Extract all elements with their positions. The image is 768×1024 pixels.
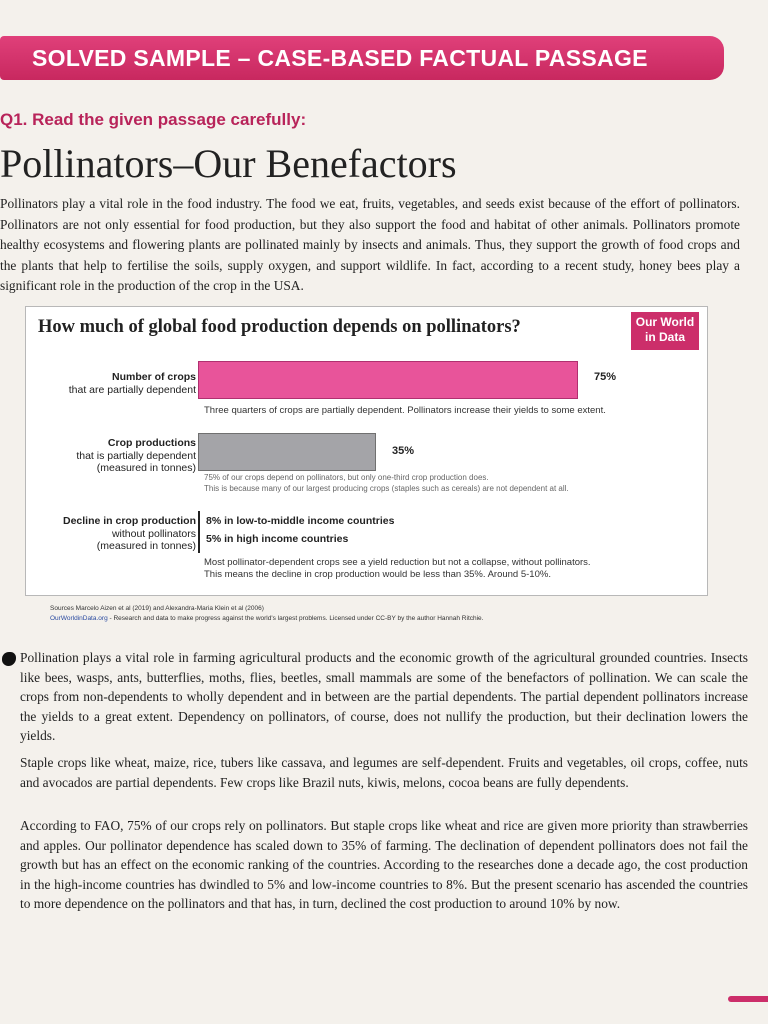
bar-production: [198, 433, 376, 471]
bullet-icon: [2, 652, 16, 666]
decline-low-middle: 8% in low-to-middle income countries: [206, 515, 395, 527]
chart-sources: [50, 604, 483, 624]
value-label-crops: 75%: [594, 371, 617, 383]
sources-license: - Research and data to make progress against the world's largest problems. Licensed under CC-BY by the author Hannah Ritchie.: [107, 615, 484, 622]
row-label-production: [26, 437, 196, 475]
bar-crops: [198, 361, 578, 399]
row-label-crops-sub: that are partially dependent: [68, 383, 196, 396]
row-label-production-sub: that is partially dependent (measured in tonnes): [76, 449, 196, 474]
sources-line: Sources Marcelo Aizen et al (2019) and Alexandra-Maria Klein et al (2006): [50, 605, 264, 612]
question-heading: Q1. Read the given passage carefully:: [0, 110, 307, 129]
note-crops: Three quarters of crops are partially dependent. Pollinators increase their yields to some extent.: [204, 405, 606, 416]
note-production-1: 75% of our crops depend on pollinators, but only one-third crop production does.: [204, 473, 489, 482]
intro-paragraph: Pollinators play a vital role in the food industry. The food we eat, fruits, vegetables, and seeds exist because of the effort of pollinators. Pollinators are not only essential for food production, but they also support the food and habitat of other animals. Pollinators promote healthy ecosystems and flowering plants are pollinated mainly by insects and animals. Thus, they support the growth of food crops and the plants that help to fertilise the soils, supply oxygen, and support wildlife. In fact, according to a recent study, honey bees play a significant role in the production of the crop in the USA.: [0, 196, 740, 293]
owid-logo: Our World in Data: [631, 312, 699, 350]
note-production-2: This is because many of our largest producing crops (staples such as cereals) are not dependent at all.: [204, 484, 569, 493]
pollinator-chart: [25, 306, 708, 596]
sources-credit: [50, 614, 483, 624]
decline-divider: [198, 511, 200, 553]
decline-note-1: Most pollinator-dependent crops see a yield reduction but not a collapse, without pollinators.: [204, 557, 591, 568]
decline-high: 5% in high income countries: [206, 533, 349, 545]
row-label-crops: [26, 371, 196, 396]
paragraph-2: Staple crops like wheat, maize, rice, tubers like cassava, and legumes are self-dependent. Fruits and vegetables, oil crops, coffee, nuts and avocados are partial dependents. Few crops like Brazil nuts, kiwis, melons, cocoa beans are fully dependents.: [20, 755, 748, 790]
row-label-production-main: Crop productions: [107, 437, 196, 449]
passage-title: Pollinators–Our Benefactors: [0, 141, 457, 186]
row-label-crops-main: Number of crops: [111, 371, 196, 383]
paragraph-1: Pollination plays a vital role in farming agricultural products and the economic growth of the agricultural grounded countries. Insects like bees, wasps, ants, butterflies, moths, flies, beetles, small mammals are some of the benefactors of pollination. We can scale the crops from non-dependents to wholly dependent and in between are the partial dependents. The partial dependent pollinators increase the yields to a great extent. Dependency on pollinators, of course, does not nullify the production, but their declination lowers the yields.: [20, 650, 748, 743]
section-banner: SOLVED SAMPLE – CASE-BASED FACTUAL PASSAGE: [0, 36, 724, 80]
paragraph-3: According to FAO, 75% of our crops rely on pollinators. But staple crops like wheat and rice are given more priority than strawberries and apples. Our pollinator dependence has scaled down to 35% of farming. The declination of dependent pollinators does not fail the growth but has an effect on the economic ranking of the countries. According to the researches done a decade ago, the cost production in the high-income countries has dwindled to 5% and low-income countries to 8%. But the present scenario has ascended the countries to more dependence on the pollinators and that has, in turn, declined the cost production to around 10% by now.: [20, 818, 748, 911]
page-corner-accent: [728, 996, 768, 1002]
owid-link[interactable]: OurWorldinData.org: [50, 615, 108, 622]
value-label-production: 35%: [392, 445, 415, 457]
chart-title: How much of global food production depends on pollinators?: [38, 317, 521, 337]
row-label-decline-main: Decline in crop production: [62, 515, 196, 527]
row-label-decline-sub1: without pollinators: [111, 527, 196, 540]
decline-note-2: This means the decline in crop production would be less than 35%. Around 5-10%.: [204, 569, 551, 580]
row-label-decline-sub2: (measured in tonnes): [96, 540, 196, 552]
row-label-decline: [26, 515, 196, 553]
